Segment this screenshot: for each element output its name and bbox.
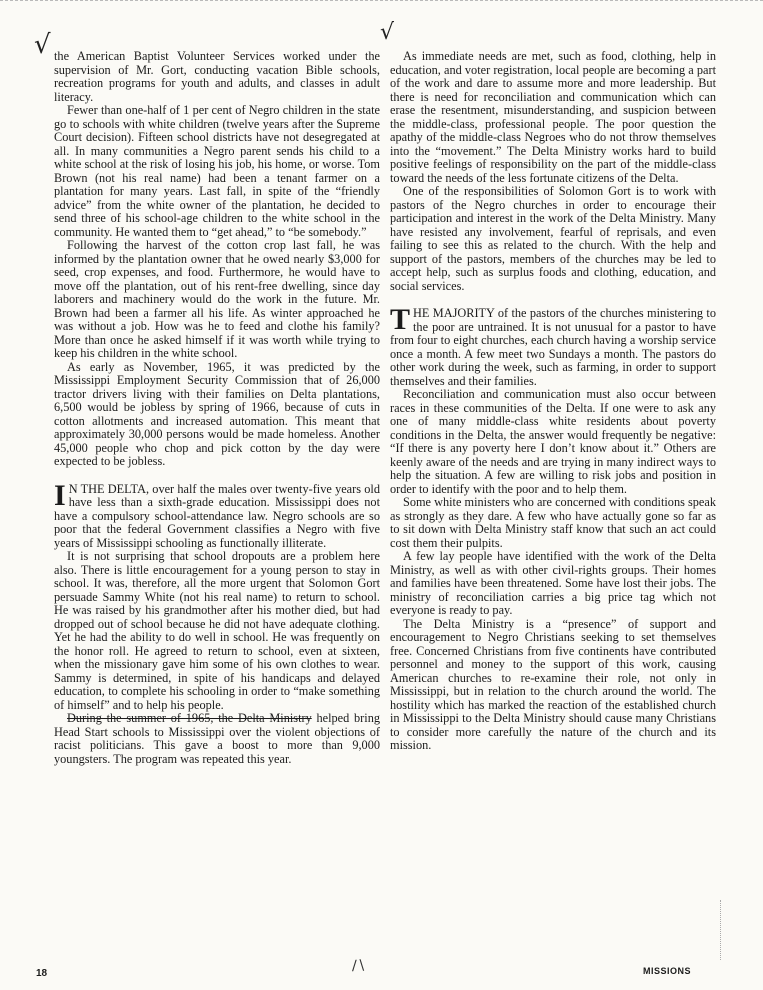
margin-dots: [700, 900, 721, 960]
drop-cap: I: [54, 478, 66, 512]
right-column: [390, 50, 716, 753]
paragraph: The Delta Ministry is a “presence” of support and encouragement to Negro Christians seeking to set themselves free. Concerned Christians from five continents have contributed personnel and money to the support of this work, causing American churches to re-examine their role, not only in Mississippi, but in relation to the church around the world. The hostility which has marked the reaction of the established church in Mississippi to the Delta Ministry should cause many Christians to consider more carefully the nature of the church and its mission.: [390, 616, 716, 752]
section-lead: N THE DELTA, over half the males over twenty-five years old have less than a sixth-grade education. Mississippi does not have a compulsory school-attendance law. Negro schools are so poor that the federal Government classifies a Negro with five years of Mississippi schooling as functionally illiterate.: [54, 481, 380, 550]
paragraph: One of the responsibilities of Solomon Gort is to work with pastors of the Negro churches in order to encourage their participation and interest in the work of the Delta Ministry. Many have resisted any involvement, fearful of reprisals, and even failing to see this as related to the church. With the help and support of the pastors, members of the churches may be led to accept help, such as surplus foods and clothing, education, and social services.: [390, 184, 716, 293]
section-the-majority: [390, 303, 716, 388]
paragraph: Following the harvest of the cotton crop last fall, he was informed by the plantation owner that he owed nearly $3,000 for seed, crop expenses, and food. Furthermore, he would have to move off the plantation, out of his rent-free dwelling, since day laborers and machinery would do the work in the future. Mr. Brown had been a farmer all his life. As winter approached he was without a job. How was he to feed and clothe his family? More than once he asked himself if it was worth while trying to keep his children in the white school.: [54, 238, 380, 360]
footer-scribble: ∕∖: [352, 958, 366, 974]
page-number: 18: [36, 968, 48, 979]
checkmark-left: √: [34, 30, 51, 60]
paragraph: [54, 712, 380, 766]
paragraph: It is not surprising that school dropouts are a problem here also. There is little encouragement for a young person to stay in school. It was, therefore, all the more urgent that Solomon Gort persuade Sammy White (not his real name) to return to school. He was raised by his grandmother after his mother died, but had dropped out of school because he did not have adequate clothing. Yet he had the ability to do well in school. He was frequently on the honor roll. He agreed to return to school, even at sixteen, when the missionary gave him some of his own clothes to wear. Sammy is determined, in spite of his handicaps and delayed education, to complete his schooling in order to “make something of himself” and to help his people.: [54, 549, 380, 712]
section-in-the-delta: [54, 478, 380, 551]
struck-text: During the summer of 1965, the Delta Ministry: [67, 711, 312, 725]
checkmark-right: √: [380, 20, 395, 45]
paragraph: Some white ministers who are concerned with conditions speak as strongly as they dare. A few who have actually gone so far as to sit down with Delta Ministry staff know that such an act could cost them their pulpits.: [390, 495, 716, 550]
paragraph: A few lay people have identified with the work of the Delta Ministry, as well as with other civil-rights groups. Their homes and families have been threatened. Some have lost their jobs. The ministry of reconciliation carries a big price tag which not everyone is ready to pay.: [390, 549, 716, 617]
left-column: [54, 50, 380, 766]
paragraph: Reconciliation and communication must also occur between races in these communities of the Delta. If one were to ask any one of many middle-class white residents about poverty conditions in the Delta, the answer would frequently be negative: “If there is any poverty here I don’t know about it.” Others are keenly aware of the needs and are trying in many indirect ways to help the situation. A few are willing to risk jobs and position in order to identify with the poor and to help them.: [390, 387, 716, 496]
paragraph-rest: helped bring Head Start schools to Mississippi over the violent objections of racist politicians. This gave a boost to more than 9,000 youngsters. The program was repeated this year.: [54, 711, 380, 766]
drop-cap: T: [390, 303, 411, 336]
paragraph: the American Baptist Volunteer Services worked under the supervision of Mr. Gort, conducting vacation Bible schools, recreation programs for youth and adults, and classes in adult literacy.: [54, 49, 380, 104]
paragraph: As early as November, 1965, it was predicted by the Mississippi Employment Security Commission that of 26,000 tractor drivers living with their families on Delta plantations, 6,500 would be jobless by spring of 1966, because of cuts in cotton allotments and increased automation. This meant that approximately 30,000 persons would be made homeless. Another 45,000 people who chop and pick cotton by the day were expected to be jobless.: [54, 359, 380, 468]
paragraph: Fewer than one-half of 1 per cent of Negro children in the state go to schools with white children (twelve years after the Supreme Court decision). Fifteen school districts have not desegregated at all. In many communities a Negro parent sends his child to a white school at the risk of losing his job, his home, or worse. Tom Brown (not his real name) had been a tenant farmer on a plantation for many years. Last fall, in spite of the “friendly advice” from the white owner of the plantation, he decided to send three of his school-age children to the white school in the community. He wanted them to “get ahead,” to “be somebody.”: [54, 103, 380, 239]
section-lead: HE MAJORITY of the pastors of the churches ministering to the poor are untrained. It is not unusual for a pastor to have from four to eight churches, each church having a worship service once a month. A few meet two Sundays a month. The pastors do other work during the week, such as farming, in order to support themselves and their families.: [390, 306, 716, 388]
paragraph: As immediate needs are met, such as food, clothing, help in education, and voter registration, local people are becoming a part of the work and dare to assume more and more leadership. But there is need for reconciliation and communication which can erase the resentment, misunderstanding, and suspicion between the middle-class, professional people. The poor question the apathy of the middle-class Negroes who do not throw themselves into the “movement.” The Delta Ministry works hard to build positive feelings of responsibility on the part of the middle-class toward the needs of the less fortunate citizens of the Delta.: [390, 49, 716, 185]
top-edge-rule: [0, 0, 763, 4]
publication-name: MISSIONS: [643, 966, 692, 976]
